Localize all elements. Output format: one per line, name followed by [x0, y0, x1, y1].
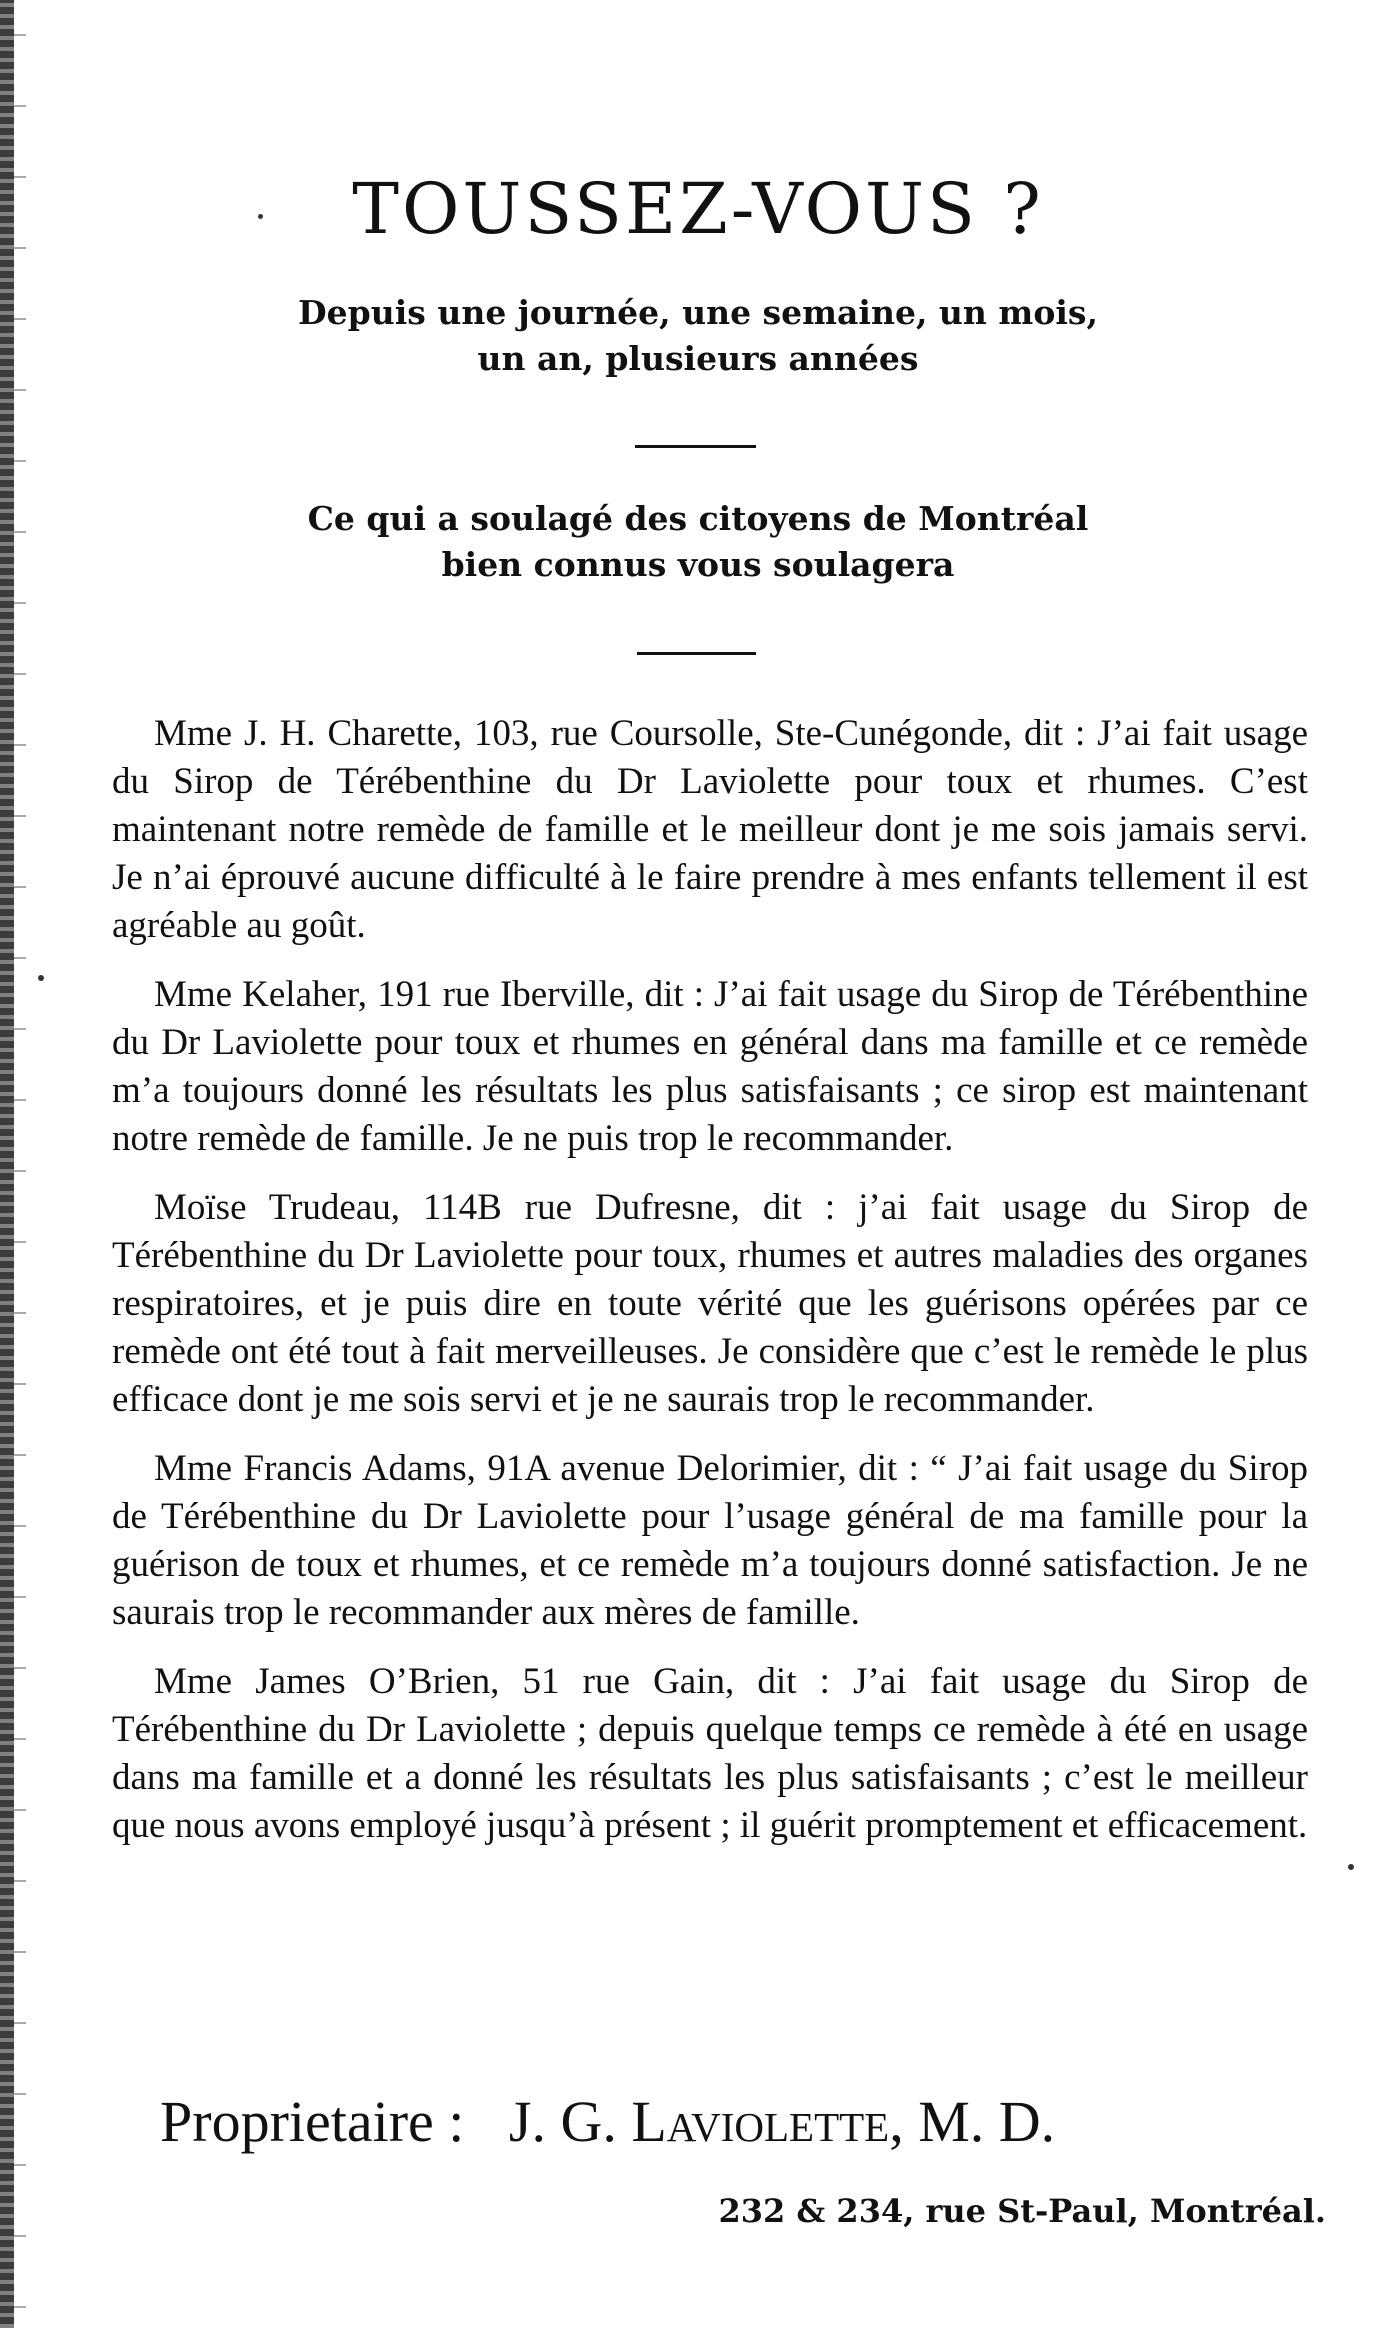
- proprietor-surname: Laviolette,: [631, 2089, 904, 2154]
- testimonial-paragraph: Mme Francis Adams, 91A avenue Delorimier, dit : “ J’ai fait usage du Sirop de Térébenthine du Dr Laviolette pour l’usage général de ma famille pour la guérison de toux et rhumes, et ce remède m’a toujours donné satisfaction. Je ne saurais trop le recommander aux mères de famille.: [112, 1448, 1308, 1633]
- testimonial-paragraph: Moïse Trudeau, 114B rue Dufresne, dit : j’ai fait usage du Sirop de Térébenthine du Dr Laviolette pour toux, rhumes et autres maladies des organes respiratoires, et je puis dire en toute vérité que les guérisons opérées par ce remède ont été tout à fait merveilleuses. Je considère que c’est le remède le plus efficace dont je me sois servi et je ne saurais trop le recommander.: [112, 1187, 1308, 1420]
- divider-rule: [635, 445, 756, 448]
- divider-rule: [637, 652, 756, 655]
- tagline: [0, 496, 1396, 588]
- proprietor-label: Proprietaire :: [160, 2089, 465, 2154]
- proprietor-name: [509, 2089, 1055, 2154]
- proprietor-line: [160, 2088, 1310, 2155]
- proprietor-degree: M. D.: [918, 2089, 1056, 2154]
- page-title: TOUSSEZ-VOUS ?: [352, 168, 1044, 250]
- print-speck: [258, 214, 263, 219]
- proprietor-initials: J. G.: [508, 2089, 617, 2154]
- print-speck: [38, 975, 44, 981]
- subtitle-line-1: Depuis une journée, une semaine, un mois,: [298, 293, 1098, 332]
- testimonial-paragraph: Mme J. H. Charette, 103, rue Coursolle, Ste-Cunégonde, dit : J’ai fait usage du Sirop de Térébenthine du Dr Laviolette pour toux et rhumes. C’est maintenant notre remède de famille et le meilleur dont je me sois jamais servi. Je n’ai éprouvé aucune difficulté à le faire prendre à mes enfants tellement il est agréable au goût.: [112, 713, 1308, 946]
- tagline-line-1: Ce qui a soulagé des citoyens de Montréal: [307, 499, 1089, 538]
- testimonial-paragraph: Mme James O’Brien, 51 rue Gain, dit : J’ai fait usage du Sirop de Térébenthine du Dr Laviolette ; depuis quelque temps ce remède à été en usage dans ma famille et a donné les résultats les plus satisfaisants ; c’est le meilleur que nous avons employé jusqu’à présent ; il guérit promptement et efficacement.: [112, 1661, 1308, 1846]
- subtitle-line-2: un an, plusieurs années: [477, 339, 919, 378]
- subtitle: [0, 290, 1396, 382]
- proprietor-address: 232 & 234, rue St-Paul, Montréal.: [718, 2192, 1326, 2230]
- tagline-line-2: bien connus vous soulagera: [441, 545, 955, 584]
- print-speck: [1348, 1864, 1354, 1870]
- testimonial-paragraph: Mme Kelaher, 191 rue Iberville, dit : J’ai fait usage du Sirop de Térébenthine du Dr Laviolette pour toux et rhumes en général dans ma famille et ce remède m’a toujours donné les résultats les plus satisfaisants ; ce sirop est maintenant notre remède de famille. Je ne puis trop le recommander.: [112, 974, 1308, 1159]
- testimonials: [112, 710, 1308, 1871]
